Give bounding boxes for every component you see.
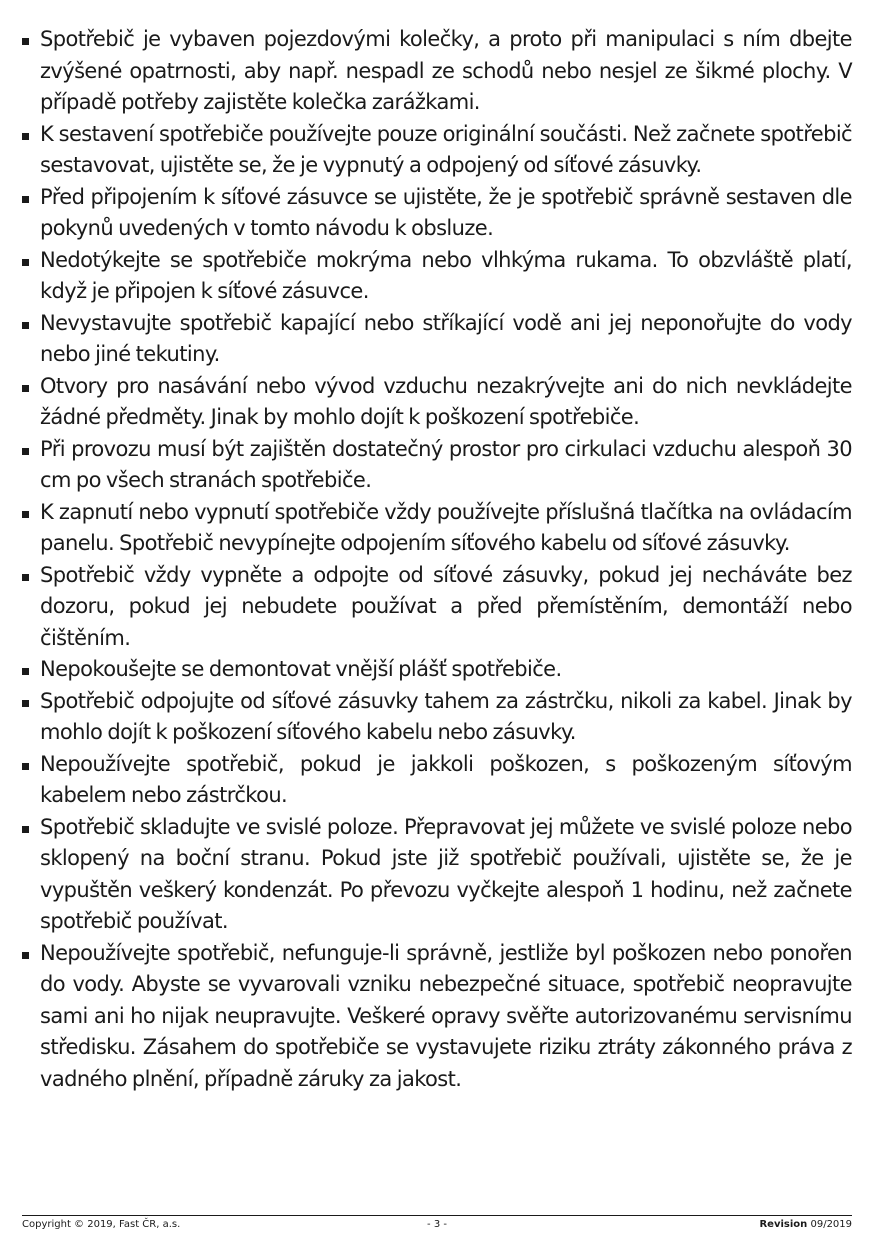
list-item-text: Před připojením k síťové zásuvce se ujistěte, že je spotřebič správně sestaven dle pokynů uvedených v tomto návodu k obsluze. <box>40 184 852 240</box>
list-item-text: Spotřebič skladujte ve svislé poloze. Přepravovat jej můžete ve svislé poloze nebo sklopený na boční stranu. Pokud jste již spotřebič používali, ujistěte se, že je vypuštěn veškerý kondenzát. Po převozu vyčkejte alespoň 1 hodinu, než začnete spotřebič používat. <box>40 814 852 933</box>
list-item-text: Nepoužívejte spotřebič, nefunguje-li správně, jestliže byl poškozen nebo ponořen do vody. Abyste se vyvarovali vzniku nebezpečné situace, spotřebič neopravujte sami ani ho nijak neupravujte. Veškeré opravy svěřte autorizovanému servisnímu středisku. Zásahem do spotřebiče se vystavujete riziku ztráty zákonného práva z vadného plnění, případně záruky za jakost. <box>40 940 852 1091</box>
list-item <box>22 749 852 812</box>
list-item <box>22 812 852 938</box>
revision-date: 09/2019 <box>810 1219 853 1230</box>
bullet-icon <box>22 763 29 770</box>
list-item-text: Nedotýkejte se spotřebiče mokrýma nebo vlhkýma rukama. To obzvláště platí, když je připojen k síťové zásuvce. <box>40 247 852 303</box>
bullet-icon <box>22 826 29 833</box>
list-item <box>22 497 852 560</box>
list-item-text: Nevystavujte spotřebič kapající nebo stříkající vodě ani jej neponořujte do vody nebo jiné tekutiny. <box>40 310 852 366</box>
revision-label: Revision <box>759 1219 808 1230</box>
bullet-icon <box>22 196 29 203</box>
list-item <box>22 686 852 749</box>
copyright-text: Copyright © 2019, Fast ČR, a.s. <box>22 1219 181 1230</box>
page-footer <box>22 1215 852 1230</box>
list-item <box>22 119 852 182</box>
list-item <box>22 654 852 686</box>
list-item <box>22 371 852 434</box>
bullet-icon <box>22 448 29 455</box>
bullet-icon <box>22 952 29 959</box>
page-content <box>22 24 852 1095</box>
list-item-text: K sestavení spotřebiče používejte pouze originální součásti. Než začnete spotřebič sestavovat, ujistěte se, že je vypnutý a odpojený od síťové zásuvky. <box>40 121 852 177</box>
list-item <box>22 182 852 245</box>
list-item-text: K zapnutí nebo vypnutí spotřebiče vždy používejte příslušná tlačítka na ovládacím panelu. Spotřebič nevypínejte odpojením síťového kabelu od síťové zásuvky. <box>40 499 852 555</box>
bullet-icon <box>22 574 29 581</box>
safety-instructions-list <box>22 24 852 1095</box>
list-item <box>22 560 852 655</box>
bullet-icon <box>22 511 29 518</box>
bullet-icon <box>22 133 29 140</box>
list-item <box>22 245 852 308</box>
bullet-icon <box>22 385 29 392</box>
list-item <box>22 938 852 1096</box>
list-item <box>22 308 852 371</box>
list-item-text: Při provozu musí být zajištěn dostatečný prostor pro cirkulaci vzduchu alespoň 30 cm po všech stranách spotřebiče. <box>40 436 852 492</box>
bullet-icon <box>22 668 29 675</box>
bullet-icon <box>22 259 29 266</box>
list-item-text: Otvory pro nasávání nebo vývod vzduchu nezakrývejte ani do nich nevkládejte žádné předměty. Jinak by mohlo dojít k poškození spotřebiče. <box>40 373 852 429</box>
list-item <box>22 24 852 119</box>
list-item-text: Spotřebič vždy vypněte a odpojte od síťové zásuvky, pokud jej necháváte bez dozoru, pokud jej nebudete používat a před přemístěním, demontáží nebo čištěním. <box>40 562 852 650</box>
list-item-text: Nepoužívejte spotřebič, pokud je jakkoli poškozen, s poškozeným síťovým kabelem nebo zástrčkou. <box>40 751 852 807</box>
list-item-text: Spotřebič odpojujte od síťové zásuvky tahem za zástrčku, nikoli za kabel. Jinak by mohlo dojít k poškození síťového kabelu nebo zásuvky. <box>40 688 852 744</box>
revision-info <box>575 1219 852 1230</box>
bullet-icon <box>22 700 29 707</box>
bullet-icon <box>22 38 29 45</box>
bullet-icon <box>22 322 29 329</box>
page-number: - 3 - <box>427 1219 447 1230</box>
list-item-text: Spotřebič je vybaven pojezdovými kolečky, a proto při manipulaci s ním dbejte zvýšené opatrnosti, aby např. nespadl ze schodů nebo nesjel ze šikmé plochy. V případě potřeby zajistěte kolečka zarážkami. <box>40 27 852 114</box>
list-item <box>22 434 852 497</box>
list-item-text: Nepokoušejte se demontovat vnější plášť spotřebiče. <box>40 657 562 681</box>
